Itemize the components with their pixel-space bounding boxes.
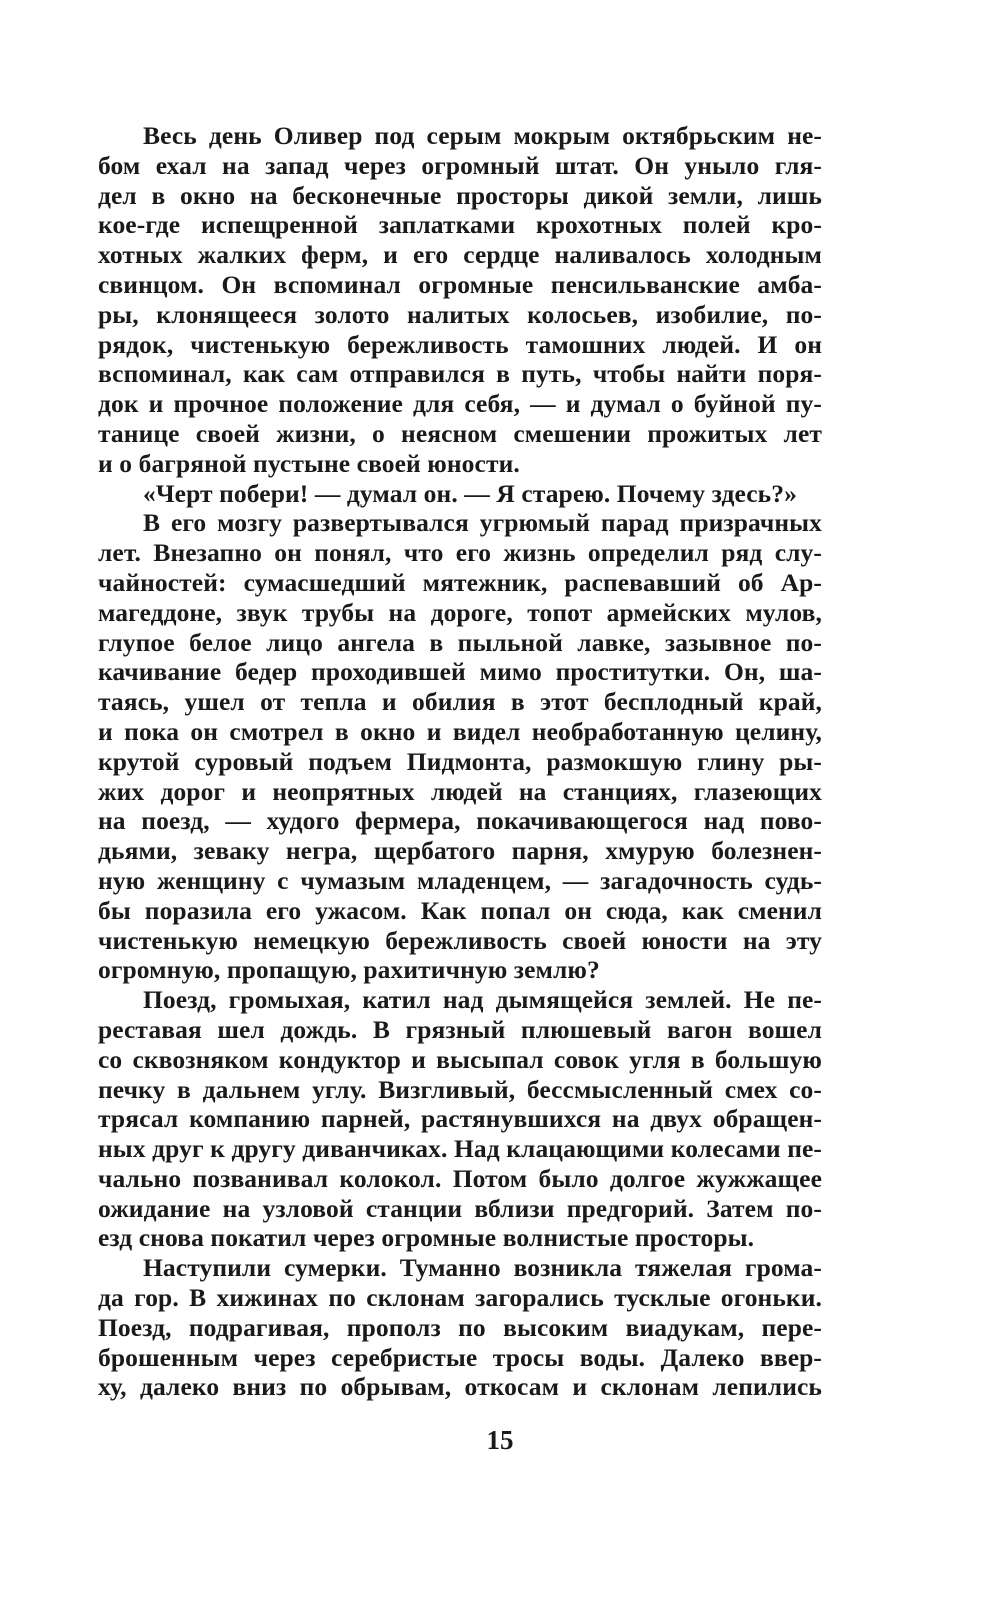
text-line: и пока он смотрел в окно и видел необработанную целину, (98, 716, 822, 746)
text-line: жих дорог и неопрятных людей на станциях, глазеющих (98, 776, 822, 806)
text-line: В его мозгу развертывался угрюмый парад призрачных (143, 508, 822, 538)
text-line: брошенным через серебристые тросы воды. Далеко ввер- (98, 1342, 822, 1372)
text-line: дел в окно на бесконечные просторы дикой земли, лишь (98, 180, 822, 210)
text-line: качивание бедер проходившей мимо проститутки. Он, ша- (98, 657, 822, 687)
text-line: «Черт побери! — думал он. — Я старею. Почему здесь?» (143, 478, 797, 508)
text-line: танице своей жизни, о неясном смешении прожитых лет (98, 418, 822, 448)
text-line: дьями, зеваку негра, щербатого парня, хмурую болезнен- (98, 836, 822, 866)
text-line: реставая шел дождь. В грязный плюшевый вагон вошел (98, 1014, 822, 1044)
text-line: со сквозняком кондуктор и высыпал совок угля в большую (98, 1044, 822, 1074)
text-line: ры, клонящееся золото налитых колосьев, изобилие, по- (98, 299, 822, 329)
text-line: Наступили сумерки. Туманно возникла тяжелая грома- (143, 1253, 822, 1283)
text-line: бом ехал на запад через огромный штат. Он уныло гля- (98, 150, 822, 180)
text-line: езд снова покатил через огромные волнистые просторы. (98, 1223, 755, 1253)
text-line: вспоминал, как сам отправился в путь, чтобы найти поря- (98, 359, 822, 389)
text-line: хотных жалких ферм, и его сердце наливалось холодным (98, 240, 822, 270)
text-line: чайностей: сумасшедший мятежник, распевавший об Ар- (98, 567, 822, 597)
text-line: чистенькую немецкую бережливость своей юности на эту (98, 925, 822, 955)
text-line: кое-где испещренной заплатками крохотных полей кро- (98, 210, 822, 240)
text-line: док и прочное положение для себя, — и думал о буйной пу- (98, 389, 822, 419)
text-line: Поезд, подрагивая, прополз по высоким виадукам, пере- (98, 1312, 822, 1342)
text-line: таясь, ушел от тепла и обилия в этот бесплодный край, (98, 687, 822, 717)
text-line: глупое белое лицо ангела в пыльной лавке, зазывное по- (98, 627, 822, 657)
text-line: и о багряной пустыне своей юности. (98, 448, 520, 478)
text-line: рядок, чистенькую бережливость тамошних людей. И он (98, 329, 822, 359)
text-line: огромную, пропащую, рахитичную землю? (98, 955, 600, 985)
text-line: крутой суровый подъем Пидмонта, размокшую глину ры- (98, 746, 822, 776)
page-number: 15 (486, 1425, 514, 1455)
text-line: ху, далеко вниз по обрывам, откосам и склонам лепились (98, 1372, 822, 1402)
text-line: ных друг к другу диванчиках. Над клацающими колесами пе- (98, 1134, 822, 1164)
text-line: чально позванивал колокол. Потом было долгое жужжащее (98, 1163, 822, 1193)
text-line: бы поразила его ужасом. Как попал он сюда, как сменил (98, 895, 822, 925)
body-text (98, 121, 822, 1402)
text-line: да гор. В хижинах по склонам загорались тусклые огоньки. (98, 1283, 822, 1313)
text-line: магеддоне, звук трубы на дороге, топот армейских мулов, (98, 597, 822, 627)
text-line: Весь день Оливер под серым мокрым октябрьским не- (143, 121, 822, 150)
text-line: на поезд, — худого фермера, покачивающегося над пово- (98, 806, 822, 836)
text-line: лет. Внезапно он понял, что его жизнь определил ряд слу- (98, 538, 822, 568)
text-line: Поезд, громыхая, катил над дымящейся землей. Не пе- (143, 985, 822, 1015)
text-line: печку в дальнем углу. Визгливый, бессмысленный смех со- (98, 1074, 822, 1104)
text-line: ожидание на узловой станции вблизи предгорий. Затем по- (98, 1193, 822, 1223)
text-line: ную женщину с чумазым младенцем, — загадочность судь- (98, 865, 822, 895)
text-line: свинцом. Он вспоминал огромные пенсильванские амба- (98, 269, 822, 299)
text-line: трясал компанию парней, растянувшихся на двух обращен- (98, 1104, 822, 1134)
